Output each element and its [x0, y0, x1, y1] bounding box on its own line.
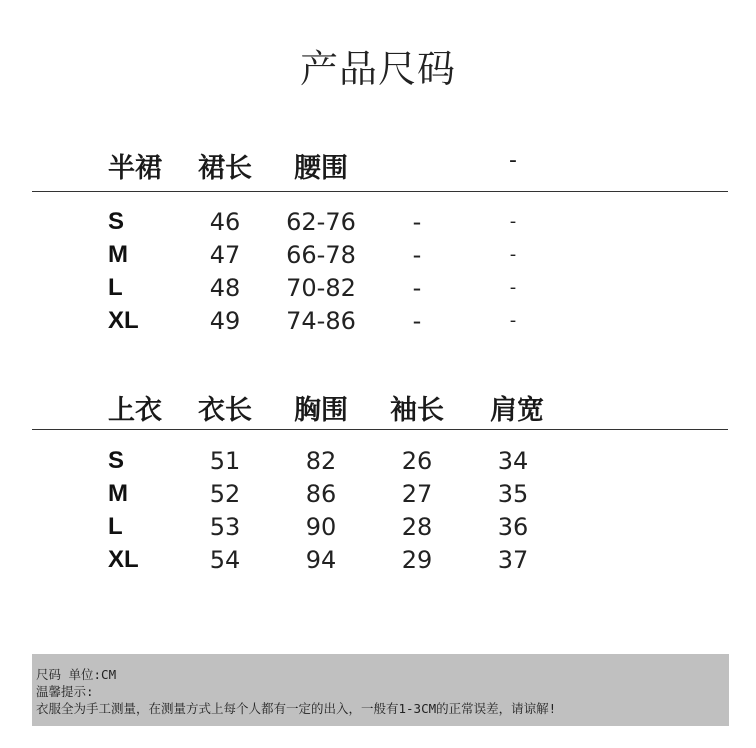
note-tip-text: 衣服全为手工测量，在测量方式上每个人都有一定的出入，一般有1-3CM的正常误差，请谅解! [36, 701, 557, 716]
note-tip-heading: 温馨提示: [36, 684, 94, 699]
table-row [0, 447, 756, 480]
top-header-chest: 胸围 [294, 395, 348, 426]
skirt-header-col5: - [509, 148, 517, 173]
top-header-divider [32, 429, 728, 430]
top-header-shoulder: 肩宽 [490, 395, 544, 426]
size-label: XL [108, 307, 139, 334]
top-shoulder-value: 36 [497, 513, 529, 541]
note-unit-line: 尺码 单位:CM [36, 667, 117, 682]
top-length-value: 54 [209, 546, 241, 574]
skirt-col5-value: - [509, 277, 517, 298]
size-label: XL [108, 546, 139, 573]
top-chest-value: 90 [305, 513, 337, 541]
top-sleeve-value: 27 [401, 480, 433, 508]
top-sleeve-value: 29 [401, 546, 433, 574]
table-row [0, 513, 756, 546]
top-header-name: 上衣 [108, 395, 162, 426]
table-row [0, 274, 756, 307]
table-row [0, 307, 756, 340]
skirt-waist-value: 66-78 [286, 241, 356, 269]
table-row [0, 480, 756, 513]
table-row [0, 208, 756, 241]
top-header-row [0, 388, 756, 428]
skirt-waist-value: 62-76 [286, 208, 356, 236]
skirt-length-value: 49 [209, 307, 241, 335]
top-length-value: 53 [209, 513, 241, 541]
top-chest-value: 86 [305, 480, 337, 508]
size-label: S [108, 208, 125, 235]
skirt-col5-value: - [509, 310, 517, 331]
page-title: 产品尺码 [299, 47, 456, 91]
skirt-length-value: 48 [209, 274, 241, 302]
top-header-length: 衣长 [198, 395, 252, 426]
size-label: S [108, 447, 125, 474]
top-shoulder-value: 37 [497, 546, 529, 574]
top-length-value: 52 [209, 480, 241, 508]
measurement-note [32, 654, 729, 726]
top-header-sleeve: 袖长 [390, 395, 444, 426]
top-length-value: 51 [209, 447, 241, 475]
skirt-waist-value: 74-86 [286, 307, 356, 335]
skirt-waist-value: 70-82 [286, 274, 356, 302]
top-chest-value: 82 [305, 447, 337, 475]
skirt-col4-value: - [412, 307, 422, 335]
skirt-col5-value: - [509, 244, 517, 265]
size-label: L [108, 513, 123, 540]
skirt-header-length: 裙长 [198, 153, 252, 184]
top-shoulder-value: 34 [497, 447, 529, 475]
skirt-header-waist: 腰围 [294, 153, 348, 184]
skirt-header-divider [32, 191, 728, 192]
table-row [0, 546, 756, 579]
size-label: L [108, 274, 123, 301]
top-chest-value: 94 [305, 546, 337, 574]
skirt-col4-value: - [412, 241, 422, 269]
skirt-header-row [0, 146, 756, 186]
top-sleeve-value: 28 [401, 513, 433, 541]
skirt-col5-value: - [509, 211, 517, 232]
table-row [0, 241, 756, 274]
skirt-col4-value: - [412, 208, 422, 236]
top-sleeve-value: 26 [401, 447, 433, 475]
skirt-length-value: 47 [209, 241, 241, 269]
top-shoulder-value: 35 [497, 480, 529, 508]
skirt-col4-value: - [412, 274, 422, 302]
size-label: M [108, 480, 128, 507]
size-label: M [108, 241, 128, 268]
skirt-length-value: 46 [209, 208, 241, 236]
skirt-header-name: 半裙 [108, 153, 162, 184]
